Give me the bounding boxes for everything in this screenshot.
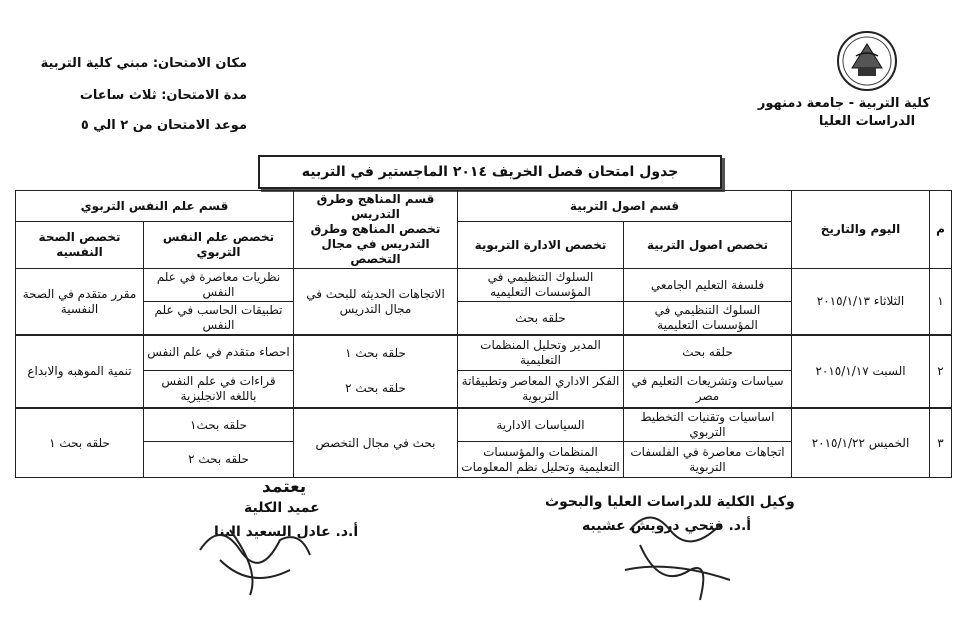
- header-spec-mental: تخصص الصحة النفسيه: [16, 222, 144, 269]
- row-day: الثلاثاء ٢٠١٥/١/١٣: [792, 269, 930, 336]
- cell-mental: حلقه بحث ١: [16, 408, 144, 478]
- cell-admin: الفكر الاداري المعاصر وتطبيقاتة التربوية: [458, 370, 624, 408]
- cell-admin: المدير وتحليل المنظمات التعليمية: [458, 335, 624, 370]
- header-num: م: [930, 191, 952, 269]
- spec-curricula-label: تخصص المناهج وطرق التدريس في مجال التخصص: [310, 222, 441, 266]
- exam-place: مكان الامتحان: مبني كلية التربية: [40, 56, 247, 71]
- header-day-date: اليوم والتاريخ: [792, 191, 930, 269]
- cell-curricula: الاتجاهات الحديثه للبحث في مجال التدريس: [294, 269, 458, 336]
- vice-dean-signature-scribble: [610, 500, 740, 610]
- cell-admin: السياسات الادارية: [458, 408, 624, 442]
- schedule-title: جدول امتحان فصل الخريف ٢٠١٤ الماجستير في التربيه: [258, 155, 722, 189]
- header-dept-psych: قسم علم النفس التربوي: [16, 191, 294, 222]
- header-spec-admin: تخصص الادارة التربوية: [458, 222, 624, 269]
- dept-curricula-label: قسم المناهج وطرق التدريس: [316, 192, 435, 221]
- cell-psych: حلقه بحث ٢: [144, 442, 294, 478]
- university-line2: الدراسات العليا: [818, 114, 916, 129]
- row-day: السبت ٢٠١٥/١/١٧: [792, 335, 930, 408]
- row-day: الخميس ٢٠١٥/١/٢٢: [792, 408, 930, 478]
- cell-foundations: اتجاهات معاصرة في الفلسفات التربوية: [624, 442, 792, 478]
- header-dept-foundations: قسم اصول التربية: [458, 191, 792, 222]
- university-logo: [836, 30, 898, 92]
- cell-foundations: حلقه بحث: [624, 335, 792, 370]
- cell-psych: احصاء متقدم في علم النفس: [144, 335, 294, 370]
- cell-admin: السلوك التنظيمي في المؤسسات التعليميه: [458, 269, 624, 302]
- cell-psych: تطبيقات الحاسب في علم النفس: [144, 302, 294, 336]
- approve-label: يعتمد: [262, 477, 307, 497]
- header-spec-foundations: تخصص اصول التربية: [624, 222, 792, 269]
- exam-dates: موعد الامتحان من ٢ الي ٥: [80, 118, 247, 133]
- vice-dean-title: وكيل الكلية للدراسات العليا والبحوث: [545, 494, 795, 510]
- university-line1: كلية التربية - جامعة دمنهور: [757, 96, 930, 111]
- cell-psych: نظريات معاصرة في علم النفس: [144, 269, 294, 302]
- cell-foundations: اساسيات وتقنيات التخطيط التربوي: [624, 408, 792, 442]
- exam-duration: مدة الامتحان: ثلاث ساعات: [79, 88, 247, 103]
- cell-foundations: فلسفة التعليم الجامعي: [624, 269, 792, 302]
- cell-mental: تنمية الموهبه والابداع: [16, 335, 144, 408]
- vice-dean-name: أ.د. فتحي درويش عشيبه: [582, 518, 752, 534]
- cell-curricula: حلقه بحث ١: [294, 335, 458, 370]
- dean-title: عميد الكلية: [244, 500, 320, 516]
- cell-foundations: سياسات وتشريعات التعليم في مصر: [624, 370, 792, 408]
- row-num: ٣: [930, 408, 952, 478]
- row-num: ١: [930, 269, 952, 336]
- header-curricula: [294, 191, 458, 269]
- cell-mental: مقرر متقدم في الصحة النفسية: [16, 269, 144, 336]
- header-spec-psych: تخصص علم النفس التربوي: [144, 222, 294, 269]
- exam-schedule-table: [15, 190, 952, 478]
- dean-signature-scribble: [190, 510, 320, 600]
- cell-curricula: حلقه بحث ٢: [294, 370, 458, 408]
- cell-curricula: بحث في مجال التخصص: [294, 408, 458, 478]
- cell-psych: قراءات في علم النفس باللغه الانجليزية: [144, 370, 294, 408]
- cell-foundations: السلوك التنظيمي في المؤسسات التعليمية: [624, 302, 792, 336]
- cell-admin: المنظمات والمؤسسات التعليمية وتحليل نظم المعلومات: [458, 442, 624, 478]
- dean-name: أ.د. عادل السعيد البنا: [214, 524, 359, 540]
- cell-psych: حلقه بحث١: [144, 408, 294, 442]
- row-num: ٢: [930, 335, 952, 408]
- cell-admin: حلقه بحث: [458, 302, 624, 336]
